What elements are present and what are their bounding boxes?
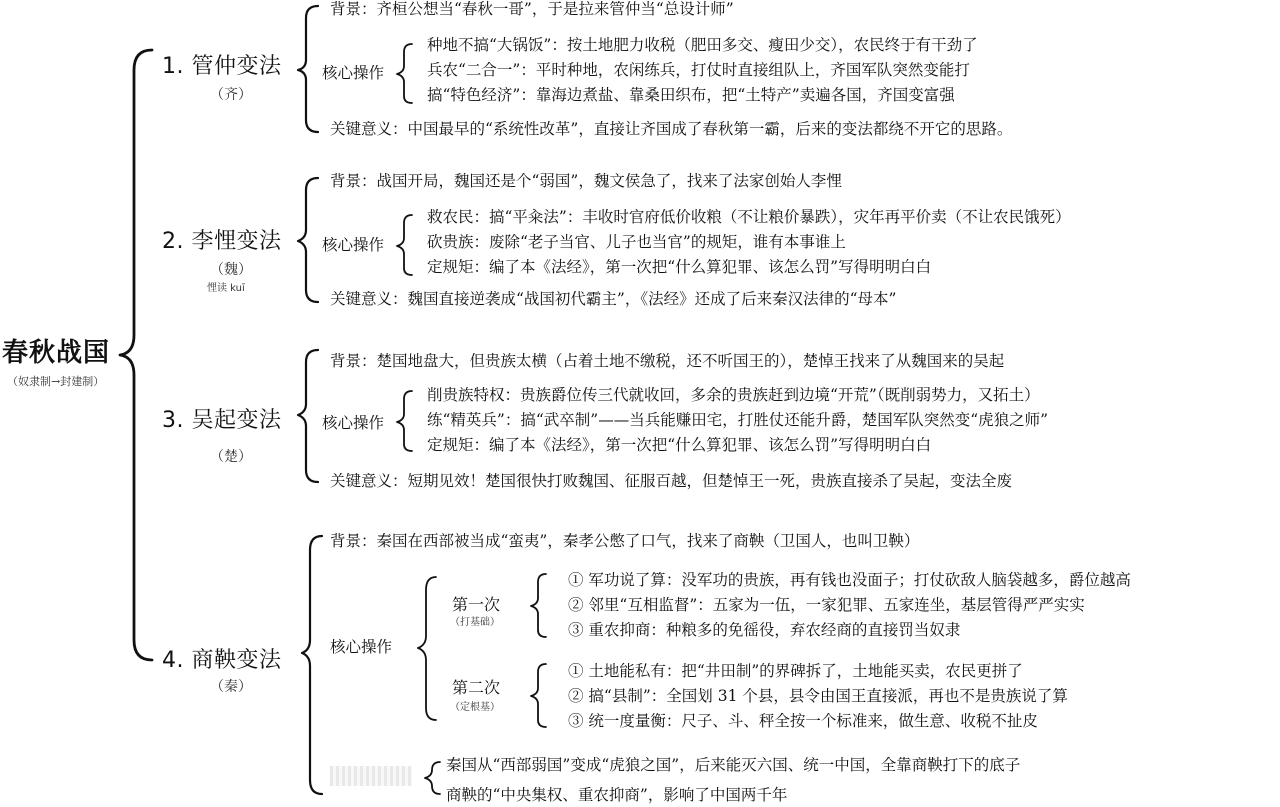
- section-1-meaning: 关键意义：中国最早的“系统性改革”，直接让齐国成了春秋第一霸，后来的变法都绕不开它的思路。: [330, 120, 1013, 138]
- section-3-core-item: 定规矩：编了本《法经》，第一次把“什么算犯罪、该怎么罚”写得明明白白: [427, 436, 932, 454]
- section-1-core-brace: [397, 44, 412, 103]
- phase-2-item: ③ 统一度量衡：尺子、斗、秤全按一个标准来，做生意、收税不扯皮: [568, 712, 1038, 730]
- section-3-core-item: 练“精英兵”：搞“武卒制”——当兵能赚田宅，打胜仗还能升爵，楚国军队突然变“虎狼之师”: [427, 411, 1049, 429]
- phase-2-item: ① 土地能私有：把“井田制”的界碑拆了，土地能买卖，农民更拼了: [568, 662, 1023, 680]
- phase-2-item: ② 搞“县制”：全国划 31 个县，县令由国王直接派，再也不是贵族说了算: [568, 687, 1068, 705]
- meaning-4-brace: [425, 762, 440, 794]
- section-4-core-brace: [418, 577, 436, 720]
- section-4-background: 背景：秦国在西部被当成“蛮夷”，秦孝公憋了口气，找来了商鞅（卫国人，也叫卫鞅）: [330, 532, 920, 550]
- phase-1-item: ③ 重农抑商：种粮多的免徭役，弃农经商的直接罚当奴隶: [568, 621, 961, 639]
- section-3-core-item: 削贵族特权：贵族爵位传三代就收回，多余的贵族赶到边境“开荒”（既削弱势力，又拓土）: [427, 386, 1040, 404]
- phase-2-label: 第二次: [452, 678, 501, 697]
- section-3-core-brace: [397, 391, 412, 451]
- section-2-core-item: 定规矩：编了本《法经》，第一次把“什么算犯罪、该怎么罚”写得明明白白: [427, 258, 932, 276]
- section-3-background: 背景：楚国地盘大，但贵族太横（占着土地不缴税，还不听国王的），楚悼王找来了从魏国来的吴起: [330, 352, 1005, 370]
- section-1-title: 1. 管仲变法: [162, 54, 282, 79]
- section-3-state: （楚）: [210, 449, 252, 465]
- phase-1-brace: [531, 574, 546, 637]
- section-1-core-item: 兵农“二合一”：平时种地，农闲练兵，打仗时直接组队上，齐国军队突然变能打: [427, 61, 970, 79]
- section-1-background: 背景：齐桓公想当“春秋一哥”，于是拉来管仲当“总设计师”: [330, 0, 734, 18]
- section-3-title: 3. 吴起变法: [162, 408, 282, 433]
- section-2-core-item: 救农民：搞“平籴法”：丰收时官府低价收粮（不让粮价暴跌），灾年再平价卖（不让农民饿死）: [427, 208, 1071, 226]
- section-1-state: （齐）: [210, 87, 252, 103]
- phase-2-sub: （定根基）: [450, 702, 500, 713]
- section-3-meaning: 关键意义：短期见效！楚国很快打败魏国、征服百越，但楚悼王一死，贵族直接杀了吴起，变法全废: [330, 472, 1013, 490]
- section-2-core-label: 核心操作: [322, 236, 385, 254]
- section-2-core-brace: [397, 215, 412, 275]
- section-2-meaning: 关键意义：魏国直接逆袭成“战国初代霸主”，《法经》还成了后来秦汉法律的“母本”: [330, 290, 897, 308]
- section-4-title: 4. 商鞅变法: [162, 648, 282, 673]
- section-4-meaning: 秦国从“西部弱国”变成“虎狼之国”，后来能灭六国、统一中国，全靠商鞅打下的底子: [446, 756, 1021, 774]
- root-brace: [120, 50, 152, 660]
- section-3-brace: [298, 350, 318, 482]
- section-1-core-item: 种地不搞“大锅饭”：按土地肥力收税（肥田多交、瘦田少交），农民终于有干劲了: [427, 36, 978, 54]
- section-2-core-item: 砍贵族：废除“老子当官、儿子也当官”的规矩，谁有本事谁上: [427, 233, 846, 251]
- phase-1-item: ① 军功说了算：没军功的贵族，再有钱也没面子；打仗砍敌人脑袋越多，爵位越高: [568, 571, 1131, 589]
- obscured-label: [330, 766, 412, 786]
- phase-1-label: 第一次: [452, 595, 501, 614]
- section-1-brace: [298, 6, 318, 132]
- section-4-core-label: 核心操作: [330, 638, 393, 656]
- root-subtitle: （奴隶制→封建制）: [7, 375, 105, 388]
- section-4-state: （秦）: [210, 679, 252, 695]
- section-4-brace: [302, 536, 322, 794]
- section-1-core-label: 核心操作: [322, 64, 385, 82]
- phase-1-sub: （打基础）: [450, 617, 500, 628]
- section-2-state: （魏）: [210, 262, 252, 278]
- section-1-core-item: 搞“特色经济”：靠海边煮盐、靠桑田织布，把“土特产”卖遍各国，齐国变富强: [427, 86, 955, 104]
- phase-1-item: ② 邻里“互相监督”：五家为一伍，一家犯罪、五家连坐，基层管得严严实实: [568, 596, 1085, 614]
- section-2-brace: [298, 178, 318, 302]
- root-title: 春秋战国: [2, 338, 111, 368]
- section-3-core-label: 核心操作: [322, 414, 385, 432]
- section-2-background: 背景：战国开局，魏国还是个“弱国”，魏文侯急了，找来了法家创始人李悝: [330, 172, 842, 190]
- section-2-title: 2. 李悝变法: [162, 229, 282, 254]
- phase-2-brace: [531, 664, 546, 727]
- section-4-meaning: 商鞅的“中央集权、重农抑商”，影响了中国两千年: [446, 786, 788, 804]
- section-2-note: 悝读 kuī: [207, 283, 245, 294]
